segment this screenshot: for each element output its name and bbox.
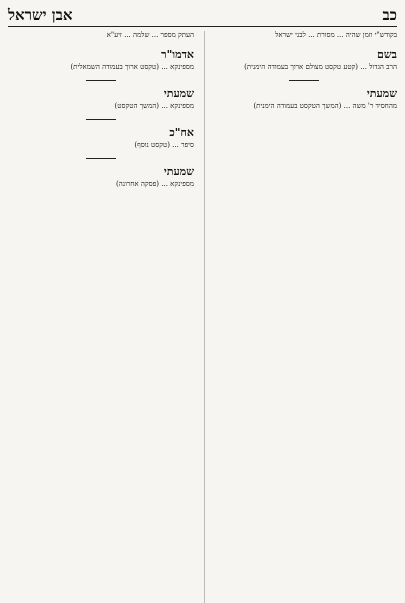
right-intro-text: בקודש"י וזמן שהיה ... מסורת ... לבני ישראל	[275, 31, 397, 39]
left-paragraph-4	[8, 165, 194, 189]
right-paragraph-2-heading: שמעתי	[366, 87, 397, 100]
left-intro-text: העתק מספר ... שלמה ... זיע"א	[106, 31, 194, 39]
right-paragraph-2-text: מהחסיד ר' משה ... (המשך הטקסט בעמודה הימנית)	[253, 102, 397, 110]
left-paragraph-1-text: מספינקא ... (טקסט ארוך בעמודה השמאלית)	[70, 63, 194, 71]
left-separator-3	[86, 158, 116, 159]
left-paragraph-2	[8, 87, 194, 111]
right-separator	[289, 80, 319, 81]
left-paragraph-1-heading: אדמו"ר	[161, 48, 194, 61]
page-header	[8, 4, 397, 27]
left-separator-1	[86, 80, 116, 81]
page-number: כב	[382, 5, 397, 24]
left-paragraph-4-text: מספינקא ... (פסקה אחרונה)	[116, 180, 194, 188]
two-columns	[8, 31, 397, 603]
right-paragraph-2	[211, 87, 397, 111]
left-paragraph-3-heading: אח"כ	[169, 126, 194, 139]
left-paragraph-1	[8, 48, 194, 72]
right-column	[204, 31, 397, 603]
left-paragraph-3-text: סיפר ... (טקסט נוסף)	[134, 141, 194, 149]
left-paragraph-3	[8, 126, 194, 150]
right-paragraph-1-heading: בשם	[377, 48, 397, 61]
left-column	[8, 31, 194, 603]
left-paragraph-2-text: מספינקא ... (המשך הטקסט)	[114, 102, 194, 110]
right-paragraph-1	[211, 48, 397, 72]
left-intro	[8, 31, 194, 40]
right-intro	[211, 31, 397, 40]
right-paragraph-1-text: הרב הגדול ... (קטע טקסט מצולם ארוך בעמודה הימנית)	[244, 63, 397, 71]
book-title: אבן ישראל	[8, 5, 73, 24]
left-paragraph-2-heading: שמעתי	[163, 87, 194, 100]
left-separator-2	[86, 119, 116, 120]
left-paragraph-4-heading: שמעתי	[163, 165, 194, 178]
